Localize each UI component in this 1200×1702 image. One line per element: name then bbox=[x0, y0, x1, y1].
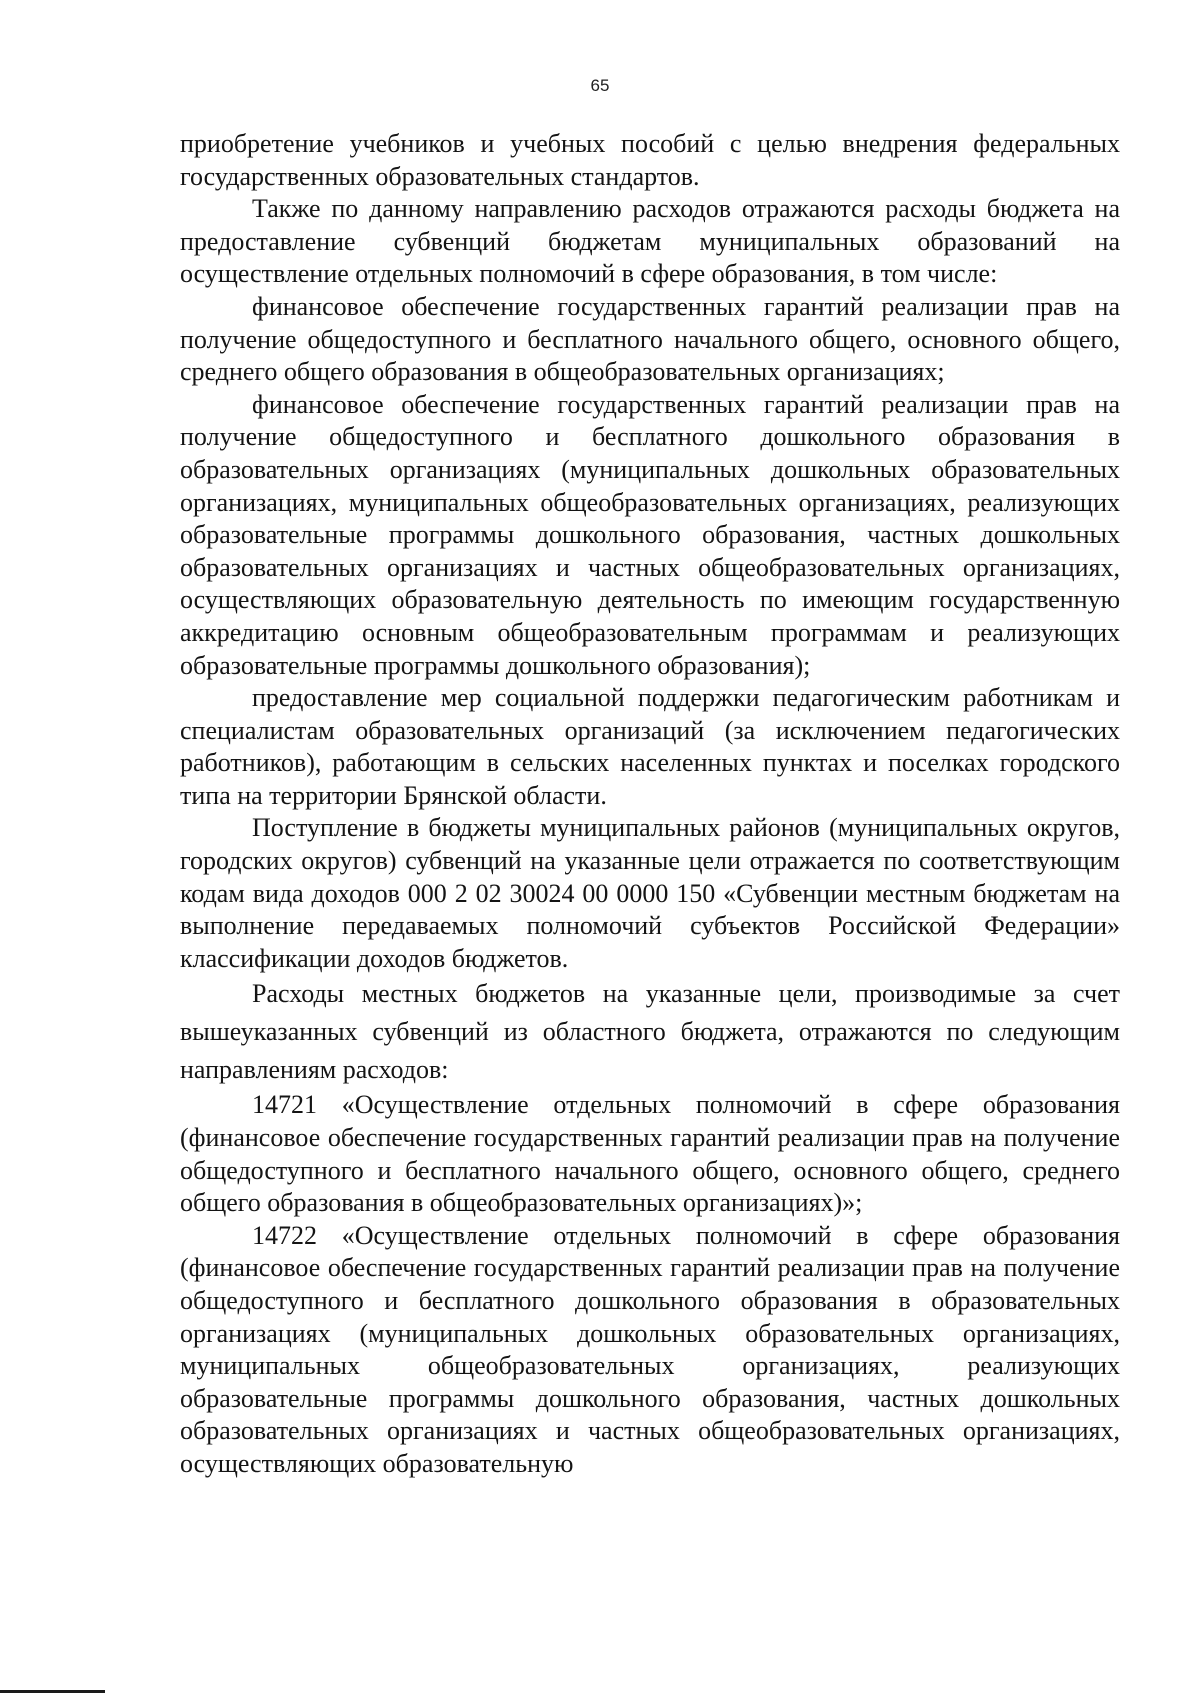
paragraph-code-14721: 14721 «Осуществление отдельных полномочий в сфере образования (финансовое обеспечение государственных гарантий реализации прав на получение общедоступного и бесплатного начального общего, основного общего, среднего общего образования в общеобразовательных организациях)»; bbox=[180, 1090, 1120, 1218]
paragraph-purchase-textbooks: приобретение учебников и учебных пособий с целью внедрения федеральных государственных образовательных стандартов. bbox=[180, 129, 1120, 191]
paragraph-code-14722: 14722 «Осуществление отдельных полномочий в сфере образования (финансовое обеспечение государственных гарантий реализации прав на получение общедоступного и бесплатного дошкольного образования в образовательных организациях (муниципальных дошкольных образовательных организациях, муниципальных общеобразовательных организациях, реализующих образовательные программы дошкольного образования, частных дошкольных образовательных организациях и частных общеобразовательных организациях, осуществляющих образовательную bbox=[180, 1220, 1120, 1478]
scan-edge-line bbox=[0, 1690, 105, 1693]
paragraph-social-support-measures: предоставление мер социальной поддержки педагогическим работникам и специалистам образовательных организаций (за исключением педагогических работников), работающим в сельских населенных пунктах и поселках городского типа на территории Брянской области. bbox=[180, 683, 1120, 810]
paragraph-local-budget-expenses: Расходы местных бюджетов на указанные цели, производимые за счет вышеуказанных субвенций из областного бюджета, отражаются по следующим направлениям расходов: bbox=[180, 979, 1120, 1085]
paragraph-revenue-codes: Поступление в бюджеты муниципальных районов (муниципальных округов, городских округов) субвенций на указанные цели отражается по соответствующим кодам вида доходов 000 2 02 30024 00 0000 150 «Субвенции местным бюджетам на выполнение передаваемых полномочий субъектов Российской Федерации» классификации доходов бюджетов. bbox=[180, 813, 1120, 973]
page-number: 65 bbox=[590, 76, 610, 95]
paragraph-subventions-intro: Также по данному направлению расходов отражаются расходы бюджета на предоставление субвенций бюджетам муниципальных образований на осуществление отдельных полномочий в сфере образования, в том числе: bbox=[180, 194, 1120, 289]
body-text bbox=[180, 128, 1120, 1481]
paragraph-preschool-education-guarantees: финансовое обеспечение государственных гарантий реализации прав на получение общедоступного и бесплатного дошкольного образования в образовательных организациях (муниципальных дошкольных образовательных организациях, муниципальных общеобразовательных организациях, реализующих образовательные программы дошкольного образования, частных дошкольных образовательных организациях и частных общеобразовательных организациях, осуществляющих образовательную деятельность по имеющим государственную аккредитацию основным общеобразовательным программам и реализующих образовательные программы дошкольного образования); bbox=[180, 389, 1120, 680]
paragraph-general-education-guarantees: финансовое обеспечение государственных гарантий реализации прав на получение общедоступного и бесплатного начального общего, основного общего, среднего общего образования в общеобразовательных организациях; bbox=[180, 291, 1120, 387]
